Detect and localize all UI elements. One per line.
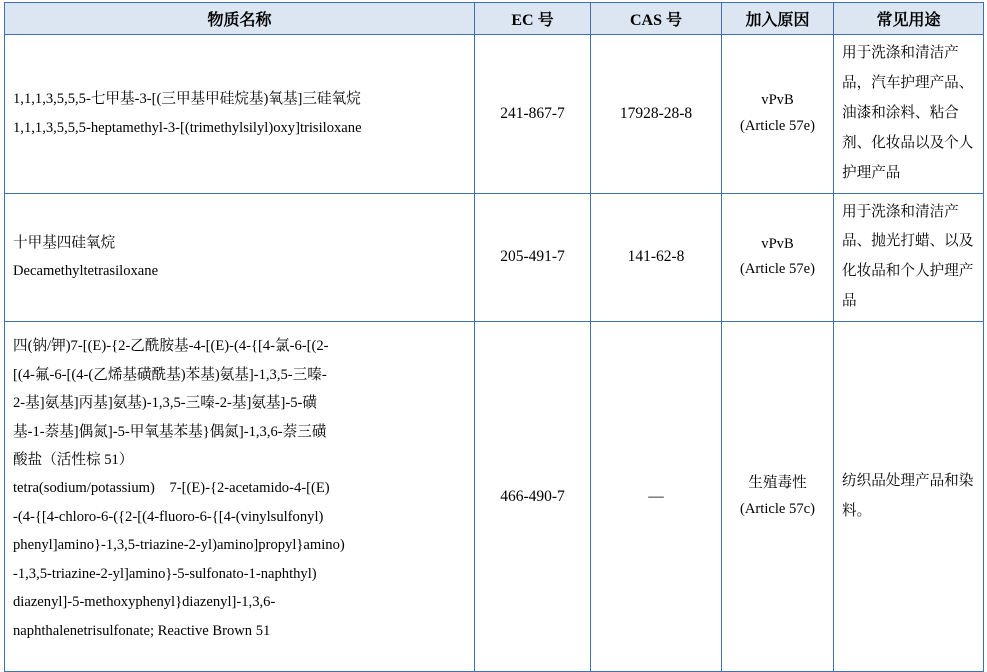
- column-header-reason: 加入原因: [722, 3, 834, 35]
- substance-name-line-en-4: -1,3,5-triazine-2-yl]amino}-5-sulfonato-1-naphthyl): [13, 565, 317, 582]
- table-row: [5, 35, 984, 194]
- cell-common-use: 用于洗涤和清洁产品、抛光打蜡、以及化妆品和个人护理产品: [834, 193, 984, 322]
- cell-reason: [722, 322, 834, 672]
- table-row: [5, 322, 984, 672]
- table-row: [5, 193, 984, 322]
- cell-ec-number: 205-491-7: [475, 193, 591, 322]
- table-header-row: [5, 3, 984, 35]
- substance-name-line-en-6: naphthalenetrisulfonate; Reactive Brown 51: [13, 622, 271, 639]
- table-header: [5, 3, 984, 35]
- cell-ec-number: 241-867-7: [475, 35, 591, 194]
- substance-name-line-cn-3: 2-基]氨基]丙基]氨基)-1,3,5-三嗪-2-基]氨基]-5-磺: [13, 395, 317, 412]
- reason-article: (Article 57c): [740, 500, 815, 517]
- substance-name-line-cn-1: 四(钠/钾)7-[(E)-{2-乙酰胺基-4-[(E)-(4-{[4-氯-6-[(2-: [13, 338, 329, 355]
- cell-cas-number: 17928-28-8: [591, 35, 722, 194]
- substance-name-line-en: 1,1,1,3,5,5,5-heptamethyl-3-[(trimethylsilyl)oxy]trisiloxane: [13, 119, 362, 136]
- substance-name-line-en-2: -(4-{[4-chloro-6-({2-[(4-fluoro-6-{[4-(vinylsulfonyl): [13, 508, 324, 525]
- substance-name-line-en-1: tetra(sodium/potassium) 7-[(E)-{2-acetamido-4-[(E): [13, 480, 330, 497]
- cell-common-use: 用于洗涤和清洁产品，汽车护理产品、油漆和涂料、粘合剂、化妆品以及个人护理产品: [834, 35, 984, 194]
- reason-article: (Article 57e): [740, 117, 815, 134]
- substance-name-line-cn-5: 酸盐（活性棕 51）: [13, 451, 134, 468]
- column-header-cas-number: CAS 号: [591, 3, 722, 35]
- cell-substance-name: [5, 322, 475, 672]
- cell-cas-number: 141-62-8: [591, 193, 722, 322]
- cell-reason: [722, 193, 834, 322]
- reason-main: vPvB: [761, 235, 794, 252]
- column-header-common-use: 常见用途: [834, 3, 984, 35]
- substance-name-line-cn-2: [(4-氟-6-[(4-(乙烯基磺酰基)苯基)氨基]-1,3,5-三嗪-: [13, 366, 327, 383]
- column-header-substance-name: 物质名称: [5, 3, 475, 35]
- substance-name-line-cn: 1,1,1,3,5,5,5-七甲基-3-[(三甲基甲硅烷基)氧基]三硅氧烷: [13, 91, 361, 108]
- cell-ec-number: 466-490-7: [475, 322, 591, 672]
- substance-table: [4, 2, 984, 672]
- reason-main: vPvB: [761, 92, 794, 109]
- substance-name-line-cn: 十甲基四硅氧烷: [13, 234, 116, 251]
- substance-name-line-cn-4: 基-1-萘基]偶氮]-5-甲氧基苯基}偶氮]-1,3,6-萘三磺: [13, 423, 327, 440]
- cell-common-use: 纺织品处理产品和染料。: [834, 322, 984, 672]
- cell-reason: [722, 35, 834, 194]
- substance-name-line-en: Decamethyltetrasiloxane: [13, 263, 159, 280]
- cell-cas-number: —: [591, 322, 722, 672]
- cell-substance-name: [5, 35, 475, 194]
- table-body: [5, 35, 984, 672]
- reason-main: 生殖毒性: [748, 475, 807, 492]
- cell-substance-name: [5, 193, 475, 322]
- reason-article: (Article 57e): [740, 261, 815, 278]
- column-header-ec-number: EC 号: [475, 3, 591, 35]
- substance-name-line-en-5: diazenyl]-5-methoxyphenyl}diazenyl]-1,3,6-: [13, 594, 276, 611]
- substance-name-line-en-3: phenyl]amino}-1,3,5-triazine-2-yl)amino]propyl}amino): [13, 537, 345, 554]
